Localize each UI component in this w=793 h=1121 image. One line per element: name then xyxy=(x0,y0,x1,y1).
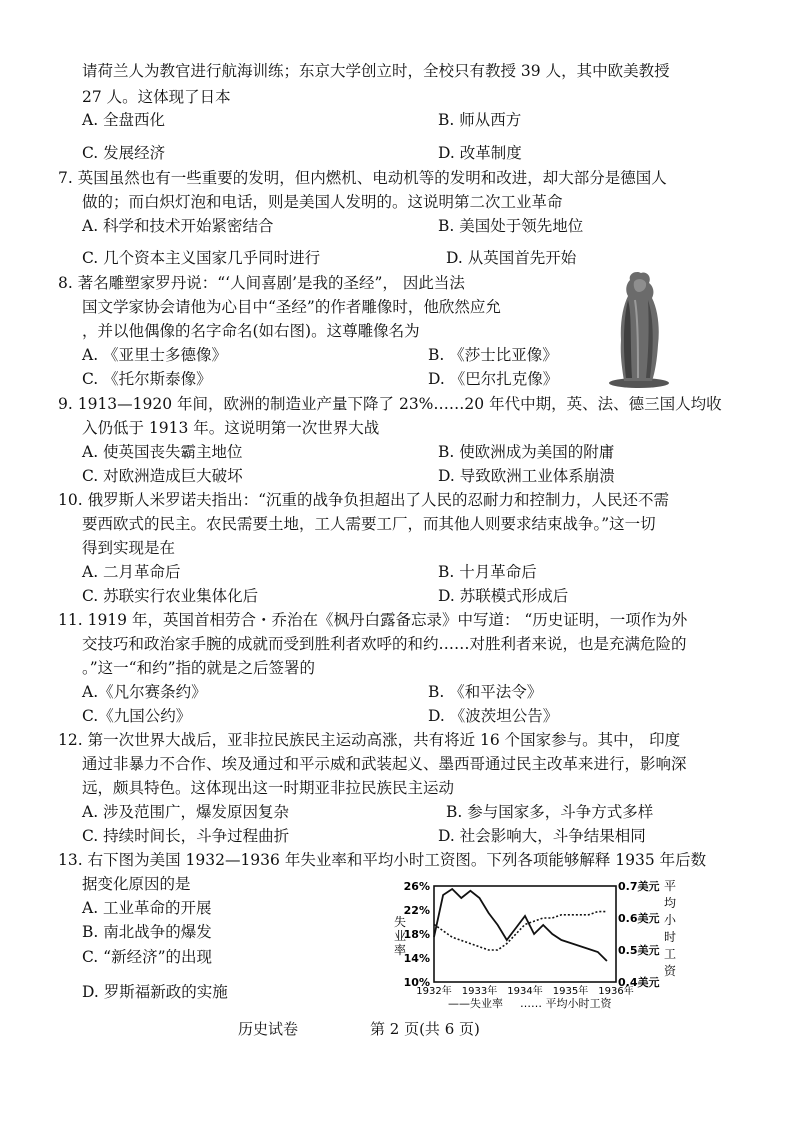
q6-line-1: 请荷兰人为教官进行航海训练；东京大学创立时，全校只有教授 39 人，其中欧美教授 xyxy=(82,62,670,80)
q10-line-2: 要西欧式的民主。农民需要土地，工人需要工厂，而其他人则要求结束战争。”这一切 xyxy=(82,515,656,533)
q11-option-c: C.《九国公约》 xyxy=(82,707,192,725)
q6-option-a: A. 全盘西化 xyxy=(82,111,166,129)
q8-option-b: B. 《莎士比亚像》 xyxy=(428,346,558,364)
q13-option-c: C. “新经济”的出现 xyxy=(82,948,213,966)
q12-option-c: C. 持续时间长，斗争过程曲折 xyxy=(82,827,290,845)
left-axis-tick-label: 14% xyxy=(403,952,430,965)
q9-line-2: 入仍低于 1913 年。这说明第一次世界大战 xyxy=(82,419,380,437)
q11-option-d: D. 《波茨坦公告》 xyxy=(428,707,559,725)
q9-option-c: C. 对欧洲造成巨大破坏 xyxy=(82,467,243,485)
q12-line-1: 12. 第一次世界大战后，亚非拉民族民主运动高涨，共有将近 16 个国家参与。其中， 印度 xyxy=(58,731,681,749)
right-axis-label-char: 时 xyxy=(663,930,677,944)
x-axis-tick-label: 1935年 xyxy=(552,986,589,997)
hourly-wage-line xyxy=(434,912,607,950)
x-axis-tick-label: 1932年 xyxy=(416,986,452,997)
q10-option-a: A. 二月革命后 xyxy=(82,563,181,581)
q6-option-b: B. 师从西方 xyxy=(438,111,522,129)
q13-line-2: 据变化原因的是 xyxy=(82,875,191,893)
x-axis-tick-label: 1936年 xyxy=(598,986,634,997)
q12-option-a: A. 涉及范围广，爆发原因复杂 xyxy=(82,803,290,821)
unemployment-rate-line xyxy=(434,889,607,961)
footer-subject: 历史试卷 xyxy=(238,1020,299,1038)
q13-option-b: B. 南北战争的爆发 xyxy=(82,923,212,941)
left-axis-tick-label: 10% xyxy=(403,976,430,989)
q7-line-1: 7. 英国虽然也有一些重要的发明，但内燃机、电动机等的发明和改进，却大部分是德国人 xyxy=(58,169,667,187)
q12-option-b: B. 参与国家多，斗争方式多样 xyxy=(446,803,654,821)
legend-wage: …… 平均小时工资 xyxy=(520,997,612,1010)
unemployment-wage-chart xyxy=(380,870,680,1010)
right-axis-label-char: 均 xyxy=(663,896,677,910)
q10-line-3: 得到实现是在 xyxy=(82,539,176,557)
left-axis-label-char-2: 业 xyxy=(393,929,407,943)
q9-option-b: B. 使欧洲成为美国的附庸 xyxy=(438,443,615,461)
q11-line-2: 交技巧和政治家手腕的成就而受到胜利者欢呼的和约……对胜利者来说，也是充满危险的 xyxy=(82,635,687,653)
q10-option-b: B. 十月革命后 xyxy=(438,563,537,581)
left-axis-tick-label: 22% xyxy=(403,904,430,917)
q10-option-c: C. 苏联实行农业集体化后 xyxy=(82,587,259,605)
q8-option-a: A. 《亚里士多德像》 xyxy=(82,346,228,364)
q9-option-a: A. 使英国丧失霸主地位 xyxy=(82,443,243,461)
right-axis-label-char: 工 xyxy=(663,947,677,961)
legend-unemployment: ——失业率 xyxy=(448,997,503,1010)
right-axis-label-char: 平 xyxy=(663,879,677,893)
q9-option-d: D. 导致欧洲工业体系崩溃 xyxy=(438,467,615,485)
right-axis-label-char: 小 xyxy=(663,913,677,927)
right-axis-tick-label: 0.6美元 xyxy=(618,912,660,925)
q8-line-2: 国文学家协会请他为心目中“圣经”的作者雕像时，他欣然应允 xyxy=(82,298,501,316)
q12-line-3: 远，颇具特色。这体现出这一时期亚非拉民族民主运动 xyxy=(82,779,455,797)
right-axis-label-char: 资 xyxy=(663,964,677,978)
left-axis-label-char-3: 率 xyxy=(393,943,407,957)
q7-option-c: C. 几个资本主义国家几乎同时进行 xyxy=(82,249,321,267)
x-axis-tick-label: 1934年 xyxy=(507,986,543,997)
q11-option-a: A.《凡尔赛条约》 xyxy=(82,683,207,701)
right-axis-tick-label: 0.5美元 xyxy=(618,944,660,957)
left-axis-tick-label: 18% xyxy=(403,928,430,941)
chart-plot-frame xyxy=(434,886,616,982)
q6-line-2: 27 人。这体现了日本 xyxy=(82,88,231,106)
q8-line-3: ，并以他偶像的名字命名(如右图)。这尊雕像名为 xyxy=(82,322,420,340)
left-axis-label-char-1: 失 xyxy=(393,915,407,929)
q6-option-d: D. 改革制度 xyxy=(438,144,522,162)
q13-line-1: 13. 右下图为美国 1932—1936 年失业率和平均小时工资图。下列各项能够解释 1935 年后数 xyxy=(58,851,707,869)
q7-option-a: A. 科学和技术开始紧密结合 xyxy=(82,217,274,235)
q8-option-d: D. 《巴尔扎克像》 xyxy=(428,370,559,388)
q13-option-a: A. 工业革命的开展 xyxy=(82,899,212,917)
q11-line-3: 。”这一“和约”指的就是之后签署的 xyxy=(82,659,316,677)
right-axis-tick-label: 0.4美元 xyxy=(618,976,660,989)
q6-option-c: C. 发展经济 xyxy=(82,144,166,162)
q10-option-d: D. 苏联模式形成后 xyxy=(438,587,569,605)
q11-line-1: 11. 1919 年，英国首相劳合・乔治在《枫丹白露备忘录》中写道： “历史证明，一项作为外 xyxy=(58,611,688,629)
q11-option-b: B. 《和平法令》 xyxy=(428,683,543,701)
q7-line-2: 做的；而白炽灯泡和电话，则是美国人发明的。这说明第二次工业革命 xyxy=(82,193,563,211)
q12-line-2: 通过非暴力不合作、埃及通过和平示威和武装起义、墨西哥通过民主改革来进行，影响深 xyxy=(82,755,687,773)
q10-line-1: 10. 俄罗斯人米罗诺夫指出：“沉重的战争负担超出了人民的忍耐力和控制力，人民还不需 xyxy=(58,491,670,509)
footer-page-number: 第 2 页(共 6 页) xyxy=(370,1020,480,1038)
q13-option-d: D. 罗斯福新政的实施 xyxy=(82,983,228,1001)
x-axis-tick-label: 1933年 xyxy=(461,986,498,997)
q8-option-c: C. 《托尔斯泰像》 xyxy=(82,370,212,388)
q7-option-b: B. 美国处于领先地位 xyxy=(438,217,584,235)
balzac-statue-image xyxy=(608,270,670,388)
left-axis-tick-label: 26% xyxy=(403,880,430,893)
q9-line-1: 9. 1913—1920 年间，欧洲的制造业产量下降了 23%……20 年代中期，英、法、德三国人均收 xyxy=(58,395,722,413)
q12-option-d: D. 社会影响大，斗争结果相同 xyxy=(438,827,646,845)
right-axis-tick-label: 0.7美元 xyxy=(618,880,660,893)
q8-line-1: 8. 著名雕塑家罗丹说：“‘人间喜剧’是我的圣经”， 因此当法 xyxy=(58,274,465,292)
q7-option-d: D. 从英国首先开始 xyxy=(446,249,577,267)
